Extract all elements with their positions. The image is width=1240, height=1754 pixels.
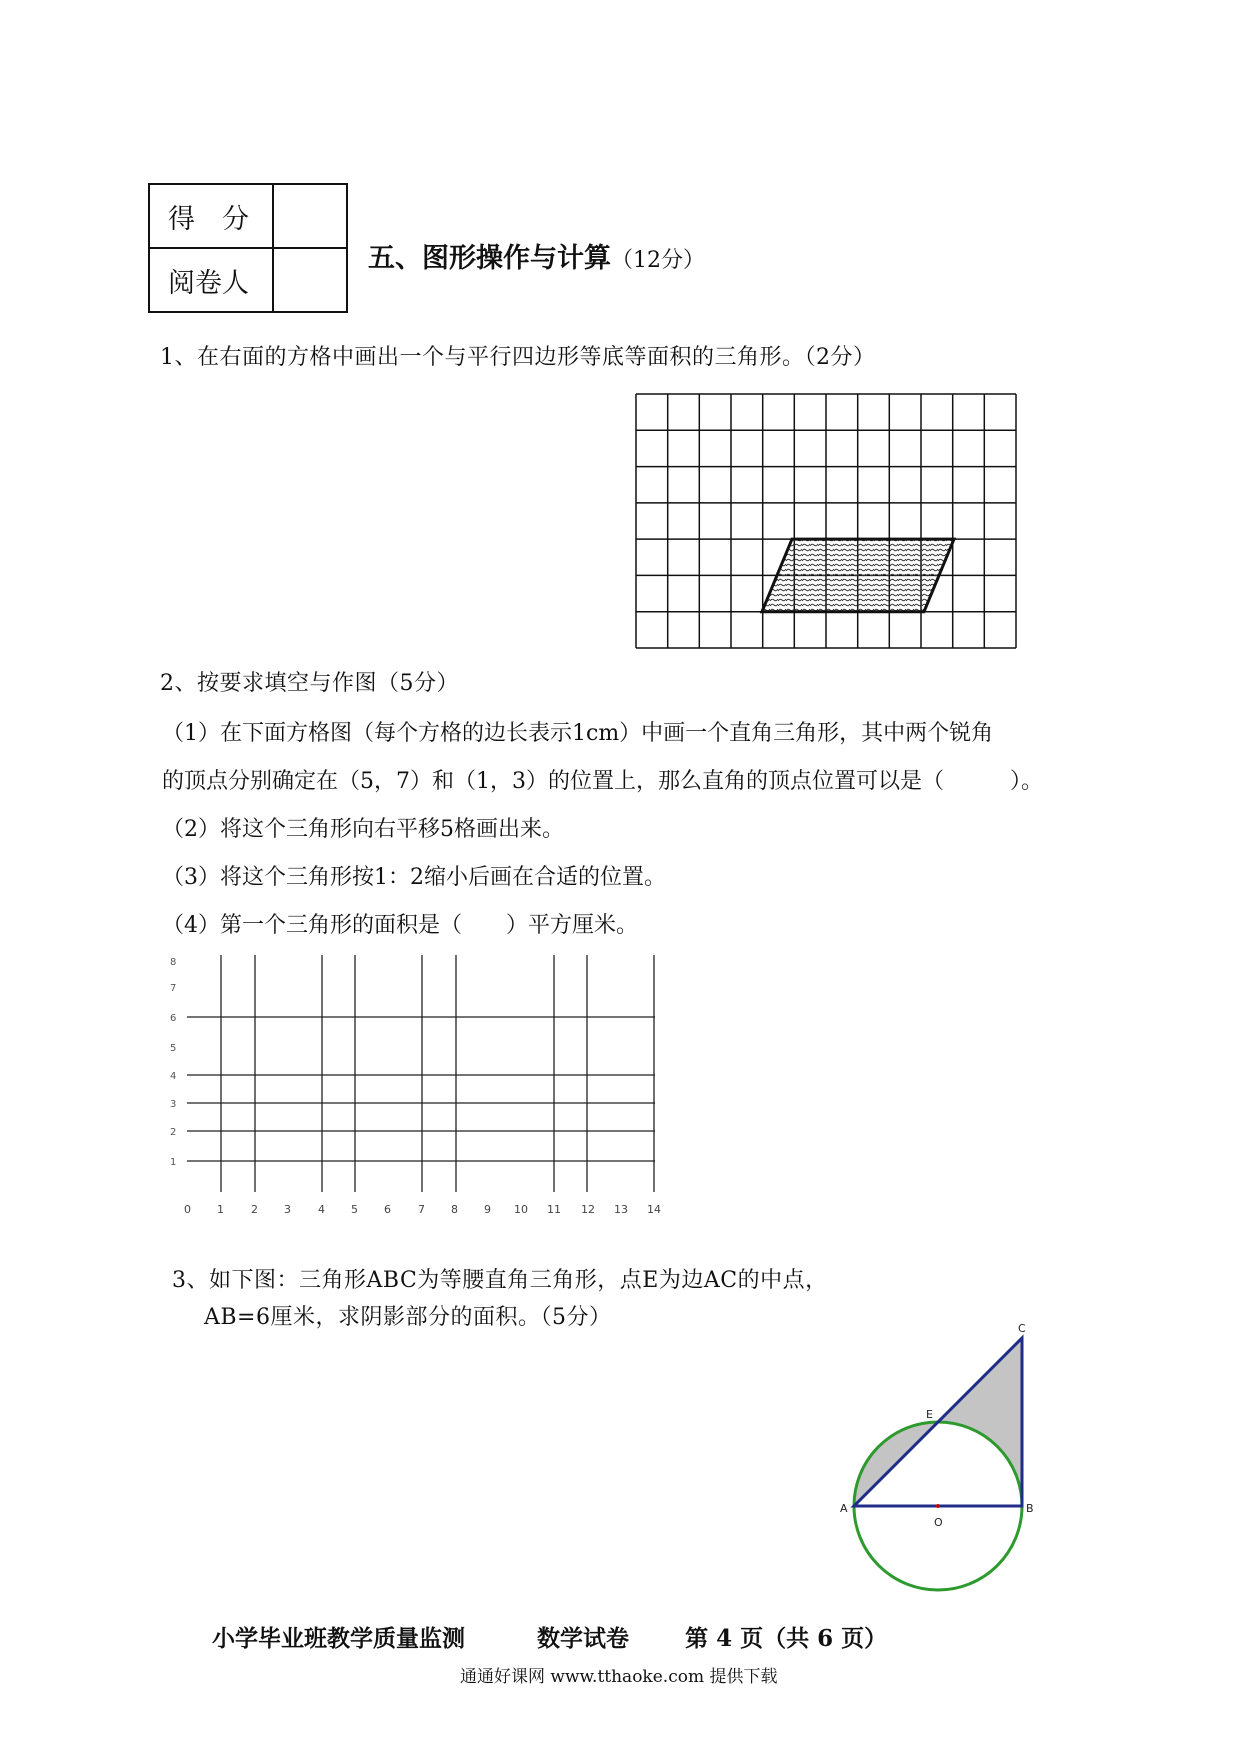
x-tick-5: 5 [351, 1203, 358, 1216]
q2-y-ticks [170, 957, 176, 1168]
y-tick-1: 1 [170, 1157, 177, 1168]
score-box [148, 183, 348, 313]
label-c: C [1018, 1322, 1026, 1335]
q2-part1-line2: 的顶点分别确定在（5，7）和（1，3）的位置上，那么直角的顶点位置可以是（ ）。 [162, 769, 1043, 794]
q1-text: 1、在右面的方格中画出一个与平行四边形等底等面积的三角形。（2分） [160, 345, 876, 370]
x-tick-13: 13 [614, 1203, 628, 1216]
center-o-point [936, 1504, 940, 1508]
q2-coordinate-grid [160, 955, 670, 1225]
grader-value-cell[interactable] [274, 249, 346, 311]
q2-part4: （4）第一个三角形的面积是（ ）平方厘米。 [162, 913, 638, 938]
footer-page: 第 4 页（共 6 页） [685, 1625, 888, 1652]
label-e: E [926, 1408, 933, 1421]
x-tick-10: 10 [514, 1203, 528, 1216]
score-value-cell[interactable] [274, 185, 346, 249]
label-a: A [840, 1502, 848, 1515]
x-tick-12: 12 [581, 1203, 595, 1216]
x-tick-7: 7 [418, 1203, 425, 1216]
section-points: （12分） [611, 248, 705, 273]
q3-line2: AB=6厘米，求阴影部分的面积。（5分） [204, 1305, 612, 1330]
score-label: 得 分 [150, 185, 274, 249]
x-tick-4: 4 [318, 1203, 325, 1216]
y-tick-6: 6 [170, 1013, 177, 1024]
footer-source: 通通好课网 www.tthaoke.com 提供下载 [460, 1667, 778, 1687]
q2-x-ticks [184, 1203, 661, 1216]
footer-subject: 数学试卷 [537, 1625, 630, 1652]
y-tick-7: 7 [170, 983, 177, 994]
x-tick-9: 9 [484, 1203, 491, 1216]
q2-part1-line1: （1）在下面方格图（每个方格的边长表示1cm）中画一个直角三角形，其中两个锐角 [162, 721, 994, 746]
q2-part3: （3）将这个三角形按1：2缩小后画在合适的位置。 [162, 865, 666, 890]
grader-label: 阅卷人 [150, 249, 274, 311]
q3-triangle-circle-figure [828, 1318, 1052, 1596]
q1-grid-figure [634, 392, 1018, 650]
x-tick-8: 8 [451, 1203, 458, 1216]
section-heading [368, 236, 705, 275]
label-b: B [1026, 1502, 1034, 1515]
x-tick-14: 14 [647, 1203, 661, 1216]
q2-part2: （2）将这个三角形向右平移5格画出来。 [162, 817, 564, 842]
y-tick-5: 5 [170, 1043, 177, 1054]
y-tick-4: 4 [170, 1071, 177, 1082]
x-tick-0: 0 [184, 1203, 191, 1216]
y-tick-8: 8 [170, 957, 177, 968]
x-tick-11: 11 [547, 1203, 561, 1216]
x-tick-6: 6 [384, 1203, 391, 1216]
footer-line [212, 1620, 887, 1653]
x-tick-1: 1 [217, 1203, 224, 1216]
q2-title: 2、按要求填空与作图（5分） [160, 671, 459, 696]
y-tick-3: 3 [170, 1099, 177, 1110]
parallelogram [762, 539, 954, 612]
q3-line1: 3、如下图：三角形ABC为等腰直角三角形，点E为边AC的中点， [172, 1268, 828, 1293]
x-tick-3: 3 [284, 1203, 291, 1216]
y-tick-2: 2 [170, 1127, 177, 1138]
footer-exam: 小学毕业班教学质量监测 [212, 1625, 465, 1652]
label-o: O [934, 1516, 943, 1529]
x-tick-2: 2 [251, 1203, 258, 1216]
section-title: 五、图形操作与计算 [368, 243, 611, 274]
q2-grid-lines [187, 955, 655, 1192]
